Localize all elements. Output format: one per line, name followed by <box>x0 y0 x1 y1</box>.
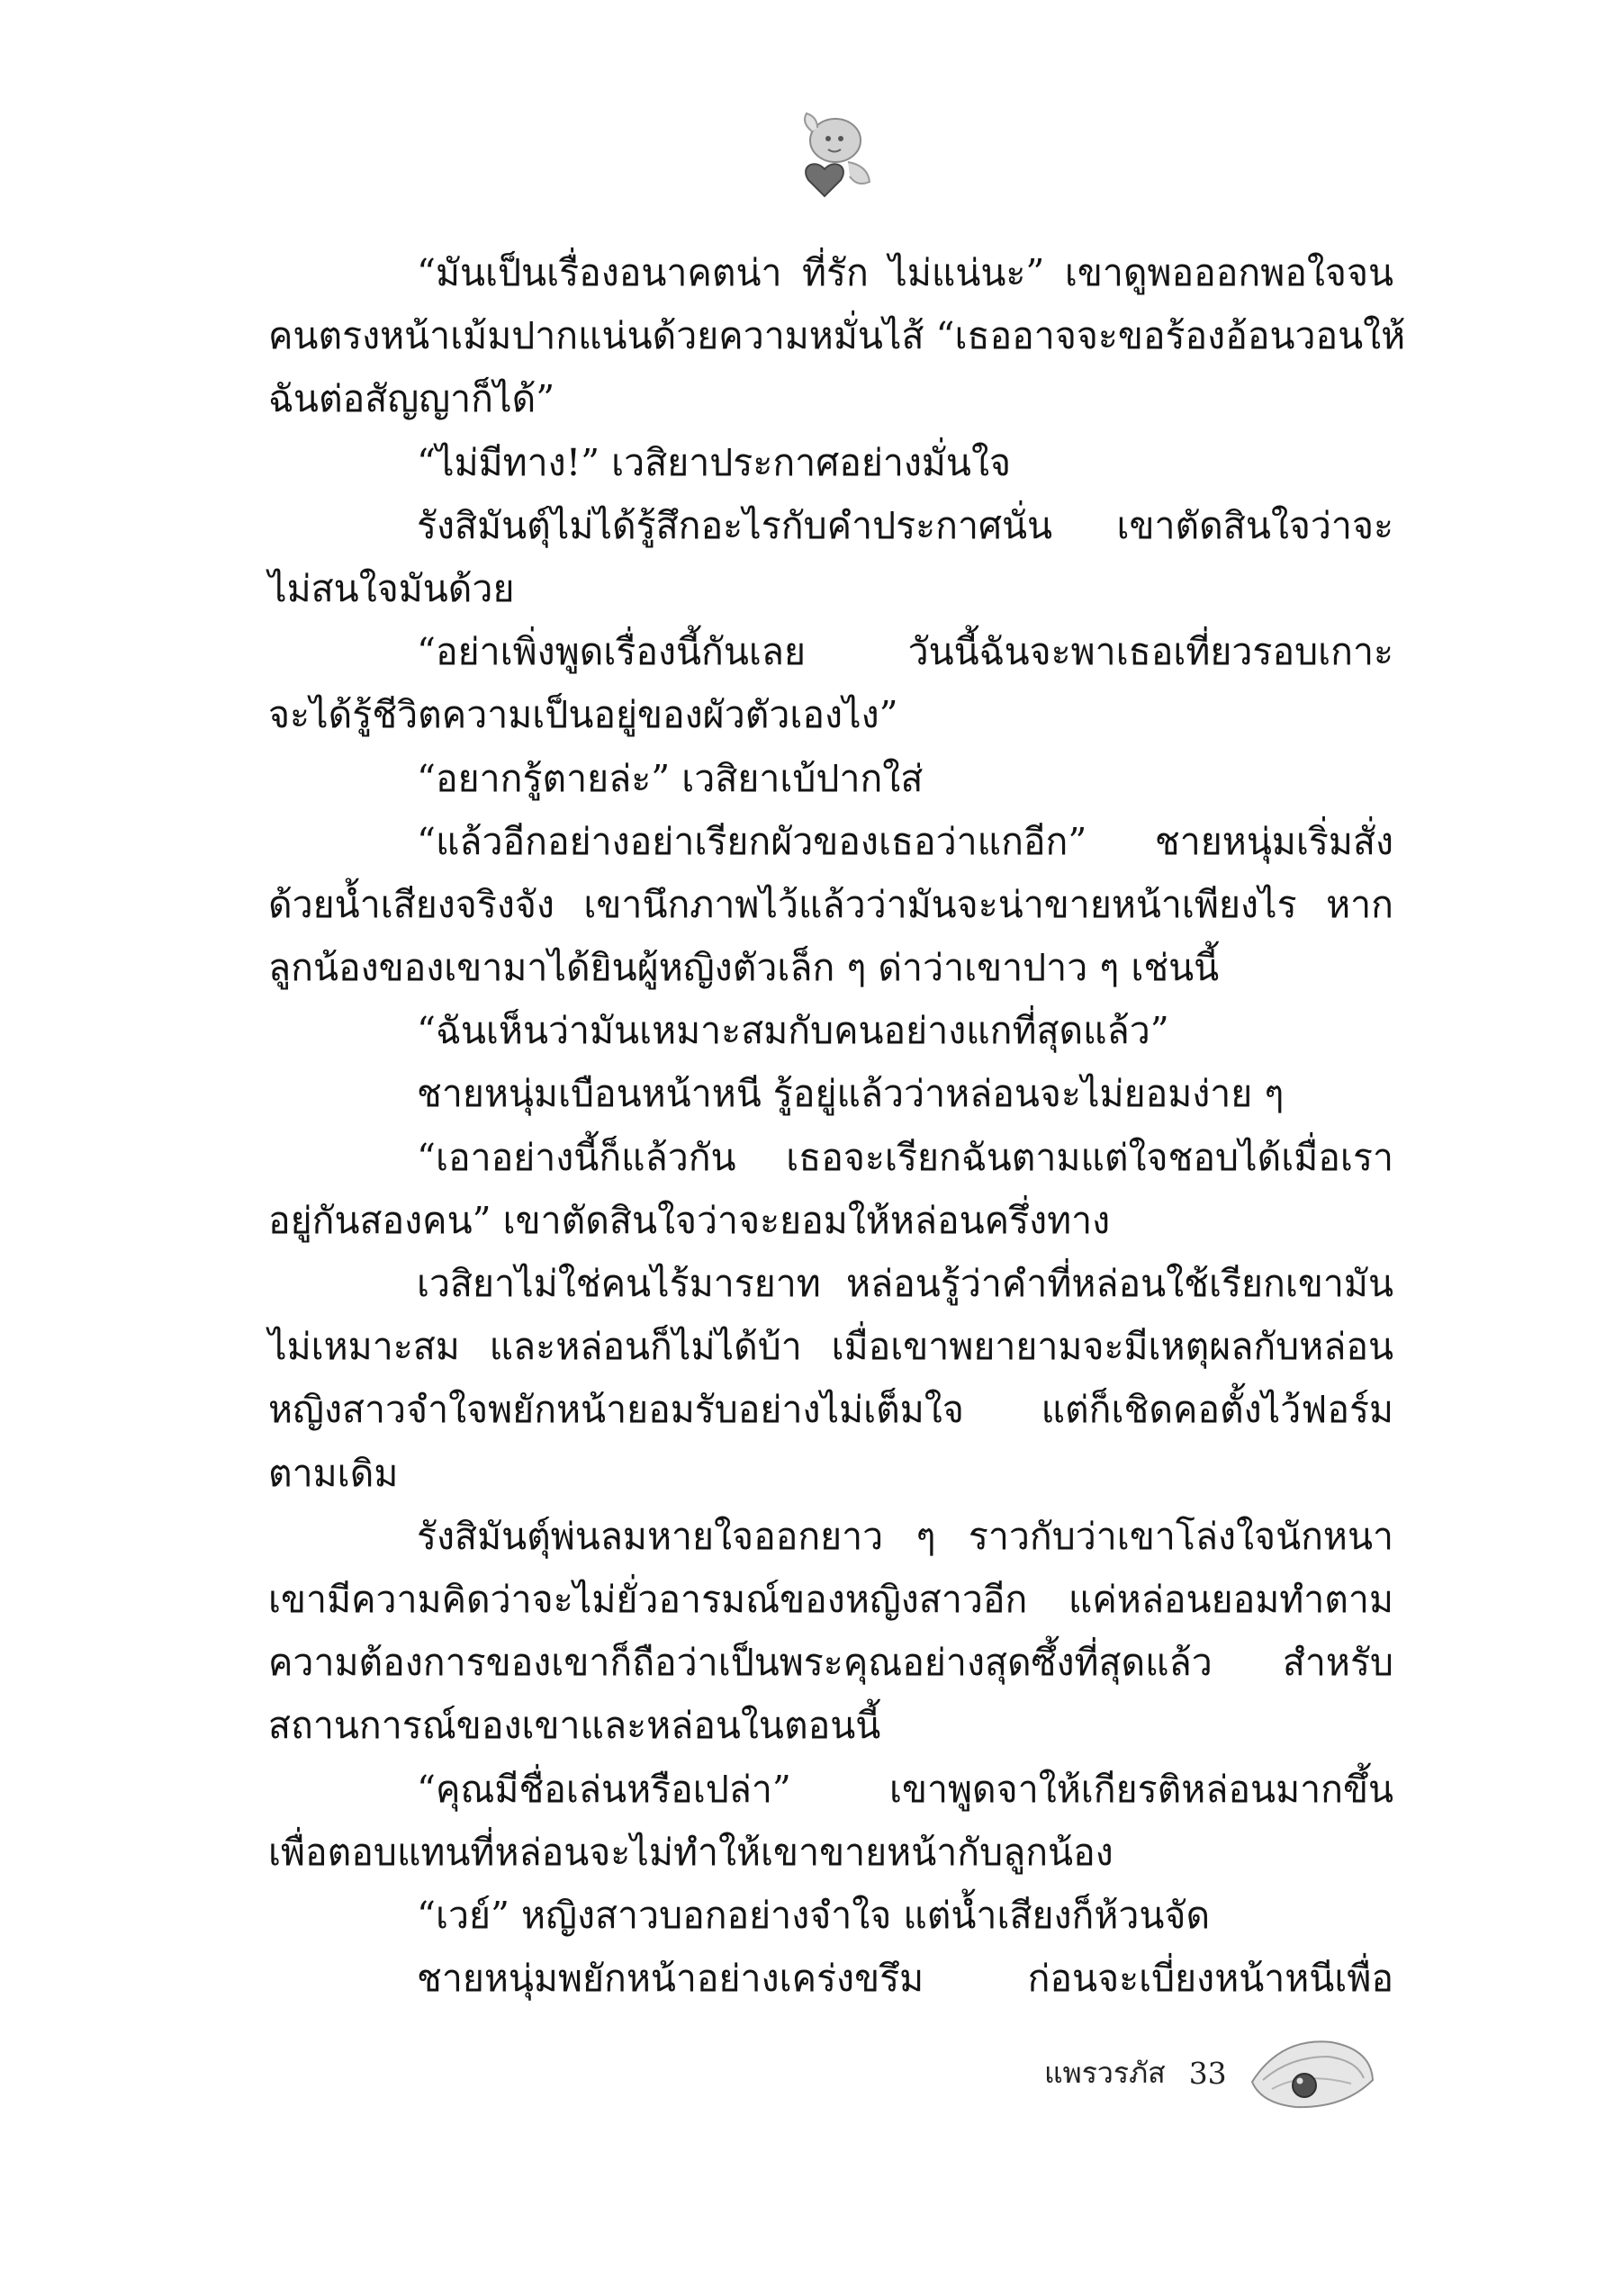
text-line: ไม่สนใจมันด้วย <box>268 566 515 610</box>
text-line: “คุณมีชื่อเล่นหรือเปล่า” เขาพูดจาให้เกียรติหล่อนมากขึ้น <box>417 1767 1393 1811</box>
text-line: ความต้องการของเขาก็ถือว่าเป็นพระคุณอย่างสุดซึ้งที่สุดแล้ว สำหรับ <box>268 1641 1393 1685</box>
text-line: ด้วยน้ำเสียงจริงจัง เขานึกภาพไว้แล้วว่ามันจะน่าขายหน้าเพียงไร หาก <box>268 882 1393 926</box>
text-line: เพื่อตอบแทนที่หล่อนจะไม่ทำให้เขาขายหน้ากับลูกน้อง <box>268 1830 1114 1874</box>
text-line: “ไม่มีทาง!” เวสิยาประกาศอย่างมั่นใจ <box>417 440 1012 484</box>
text-line: “เวย์” หญิงสาวบอกอย่างจำใจ แต่น้ำเสียงก็ห้วนจัด <box>417 1893 1211 1937</box>
text-line: จะได้รู้ชีวิตความเป็นอยู่ของผัวตัวเองไง” <box>268 693 898 737</box>
pearl-oyster-icon <box>1245 2030 1378 2116</box>
text-line: “เอาอย่างนี้ก็แล้วกัน เธอจะเรียกฉันตามแต่ใจชอบได้เมื่อเรา <box>417 1135 1393 1179</box>
text-line: “ฉันเห็นว่ามันเหมาะสมกับคนอย่างแกที่สุดแล้ว” <box>417 1009 1169 1053</box>
text-line: “แล้วอีกอย่างอย่าเรียกผัวของเธอว่าแกอีก” ชายหนุ่มเริ่มสั่ง <box>417 819 1393 863</box>
text-line: รังสิมันตุ์ไม่ได้รู้สึกอะไรกับคำประกาศนั่น เขาตัดสินใจว่าจะ <box>417 503 1393 547</box>
text-line: “อย่าเพิ่งพูดเรื่องนี้กันเลย วันนี้ฉันจะพาเธอเที่ยวรอบเกาะ <box>417 630 1393 674</box>
text-line: ตามเดิม <box>268 1451 399 1495</box>
text-line: ไม่เหมาะสม และหล่อนก็ไม่ได้บ้า เมื่อเขาพยายามจะมีเหตุผลกับหล่อน <box>268 1325 1393 1369</box>
text-line: รังสิมันตุ์พ่นลมหายใจออกยาว ๆ ราวกับว่าเขาโล่งใจนักหนา <box>417 1514 1393 1558</box>
page-number: 33 <box>1188 2055 1227 2091</box>
text-line: ชายหนุ่มเบือนหน้าหนี รู้อยู่แล้วว่าหล่อนจะไม่ยอมง่าย ๆ <box>417 1072 1285 1116</box>
body-text <box>268 241 1406 2010</box>
cherub-heart-icon <box>781 106 880 205</box>
running-title: แพรวรภัส <box>1044 2055 1166 2090</box>
text-line: “อยากรู้ตายล่ะ” เวสิยาเบ้ปากใส่ <box>417 756 924 800</box>
text-line: อยู่กันสองคน” เขาตัดสินใจว่าจะยอมให้หล่อนครึ่งทาง <box>268 1198 1111 1242</box>
text-line: หญิงสาวจำใจพยักหน้ายอมรับอย่างไม่เต็มใจ แต่ก็เชิดคอตั้งไว้ฟอร์ม <box>268 1388 1393 1432</box>
text-line: ชายหนุ่มพยักหน้าอย่างเคร่งขรึม ก่อนจะเบี่ยงหน้าหนีเพื่อ <box>417 1957 1393 2001</box>
page-footer <box>1044 2041 1378 2104</box>
text-line: “มันเป็นเรื่องอนาคตน่า ที่รัก ไม่แน่นะ” เขาดูพอออกพอใจจน <box>417 251 1393 294</box>
text-line: ฉันต่อสัญญาก็ได้” <box>268 377 555 421</box>
text-line: เขามีความคิดว่าจะไม่ยั่วอารมณ์ของหญิงสาวอีก แค่หล่อนยอมทำตาม <box>268 1577 1393 1621</box>
text-line: เวสิยาไม่ใช่คนไร้มารยาท หล่อนรู้ว่าคำที่หล่อนใช้เรียกเขามัน <box>417 1262 1393 1305</box>
text-line: สถานการณ์ของเขาและหล่อนในตอนนี้ <box>268 1704 881 1748</box>
text-line: ลูกน้องของเขามาได้ยินผู้หญิงตัวเล็ก ๆ ด่าว่าเขาปาว ๆ เช่นนี้ <box>268 946 1220 990</box>
text-line: คนตรงหน้าเม้มปากแน่นด้วยความหมั่นไส้ “เธออาจจะขอร้องอ้อนวอนให้ <box>268 314 1406 358</box>
